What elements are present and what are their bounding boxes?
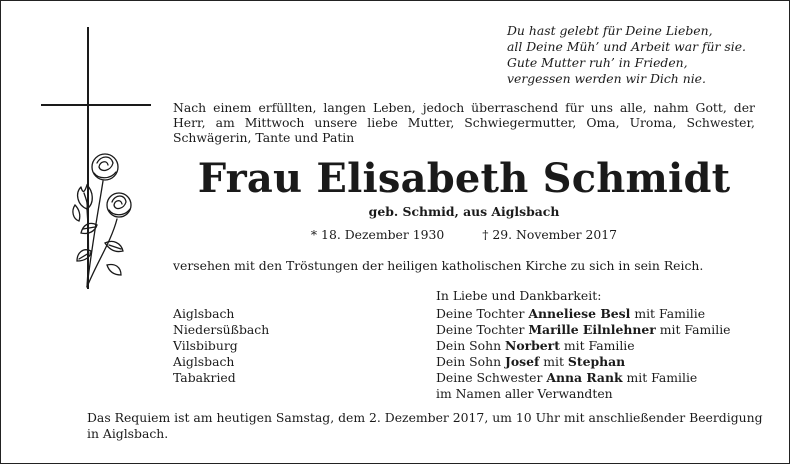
mourner-name: Stephan bbox=[567, 354, 626, 369]
intro-text bbox=[173, 100, 755, 145]
mourner-item bbox=[436, 386, 731, 402]
intro-line: Herr, am Mittwoch unsere liebe Mutter, Schwiegermutter, Oma, Uroma, Schwester, bbox=[173, 115, 755, 130]
intro-line: Nach einem erfüllten, langen Leben, jedoch überraschend für uns alle, nahm Gott, der bbox=[173, 100, 755, 115]
mourner-relation: im Namen aller Verwandten bbox=[436, 386, 613, 401]
mourner-suffix: mit Familie bbox=[622, 370, 698, 385]
birth-date: * 18. Dezember 1930 bbox=[310, 227, 445, 242]
mourner-item bbox=[436, 370, 731, 386]
mourner-relation: Deine Schwester bbox=[436, 370, 547, 385]
poem-line: all Deine Müh’ und Arbeit war für sie. bbox=[507, 39, 746, 54]
sacrament-text: versehen mit den Tröstungen der heiligen katholischen Kirche zu sich in sein Reich. bbox=[173, 258, 704, 273]
mourner-name: Josef bbox=[505, 354, 540, 369]
mourner-name: Anneliese Besl bbox=[528, 306, 631, 321]
mourner-item bbox=[436, 306, 731, 322]
place-item: Tabakried bbox=[173, 370, 236, 385]
roses-icon bbox=[67, 147, 137, 297]
places-list bbox=[173, 306, 269, 386]
life-dates bbox=[173, 227, 755, 243]
requiem-text bbox=[87, 410, 763, 442]
mourner-suffix: mit bbox=[539, 354, 568, 369]
mourner-relation: Dein Sohn bbox=[436, 338, 505, 353]
death-date: † 29. November 2017 bbox=[482, 227, 618, 242]
place-item: Vilsbiburg bbox=[173, 338, 238, 353]
place-item: Niedersüßbach bbox=[173, 322, 270, 337]
poem-line: Du hast gelebt für Deine Lieben, bbox=[507, 23, 713, 38]
mourner-item bbox=[436, 338, 731, 354]
mourner-item bbox=[436, 354, 731, 370]
thanks-heading: In Liebe und Dankbarkeit: bbox=[436, 288, 602, 303]
mourner-suffix: mit Familie bbox=[630, 306, 706, 321]
place-item: Aiglsbach bbox=[173, 354, 235, 369]
mourner-relation: Deine Tochter bbox=[436, 306, 529, 321]
mourners-list bbox=[436, 306, 731, 402]
poem-line: Gute Mutter ruh’ in Frieden, bbox=[507, 55, 688, 70]
mourner-relation: Deine Tochter bbox=[436, 322, 529, 337]
cross-horizontal-bar bbox=[41, 104, 151, 106]
mourner-relation: Dein Sohn bbox=[436, 354, 505, 369]
poem-line: vergessen werden wir Dich nie. bbox=[507, 71, 706, 86]
mourner-suffix: mit Familie bbox=[655, 322, 731, 337]
deceased-name: Frau Elisabeth Schmidt bbox=[197, 155, 731, 202]
mourner-name: Marille Eilnlehner bbox=[528, 322, 656, 337]
mourner-item bbox=[436, 322, 731, 338]
mourner-name: Norbert bbox=[505, 338, 560, 353]
birth-name: geb. Schmid, aus Aiglsbach bbox=[368, 204, 560, 219]
mourner-name: Anna Rank bbox=[546, 370, 623, 385]
poem bbox=[507, 23, 777, 87]
intro-line: Schwägerin, Tante und Patin bbox=[173, 130, 355, 145]
place-item: Aiglsbach bbox=[173, 306, 235, 321]
mourner-suffix: mit Familie bbox=[559, 338, 635, 353]
requiem-line: in Aiglsbach. bbox=[87, 426, 169, 441]
requiem-line: Das Requiem ist am heutigen Samstag, dem 2. Dezember 2017, um 10 Uhr mit anschließender Beerdigung bbox=[87, 410, 763, 425]
